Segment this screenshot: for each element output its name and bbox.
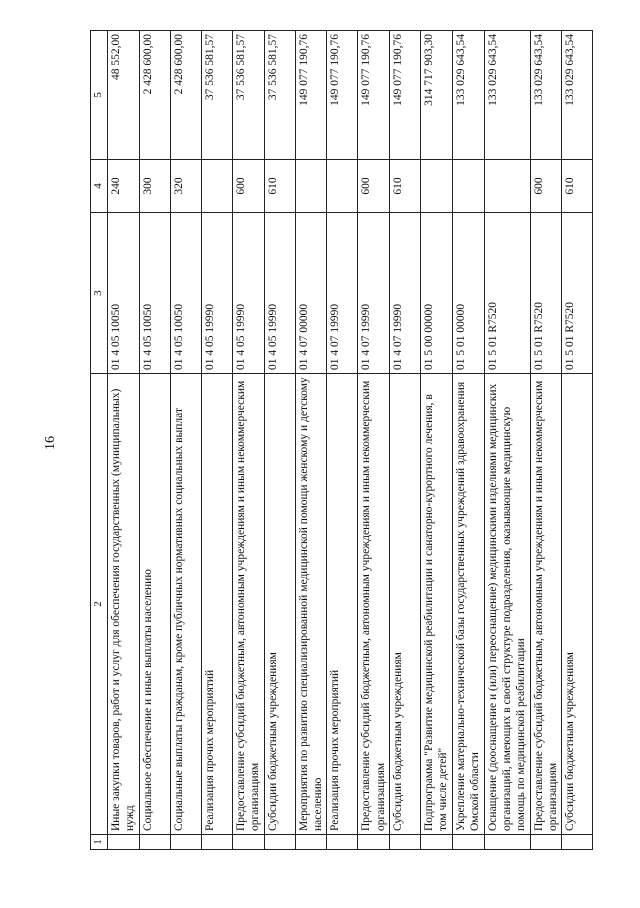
- row-name: Реализация прочих мероприятий: [327, 374, 358, 835]
- row-amount: 37 536 581,57: [264, 31, 295, 160]
- row-name: Подпрограмма "Развитие медицинской реабилитации и санаторно-курортного лечения, в том числе детей": [421, 374, 453, 835]
- table-row: [452, 31, 484, 850]
- row-name: Субсидии бюджетным учреждениям: [562, 374, 593, 835]
- row-kvr: [295, 159, 327, 213]
- header-col-5: 5: [91, 31, 108, 160]
- row-amount: 133 029 643,54: [562, 31, 593, 160]
- row-col-1: [327, 835, 358, 850]
- row-code: 01 5 01 R7520: [530, 213, 562, 374]
- row-code: 01 4 07 19990: [358, 213, 390, 374]
- row-amount: 149 077 190,76: [295, 31, 327, 160]
- row-code: 01 4 07 00000: [295, 213, 327, 374]
- header-col-1: 1: [91, 835, 108, 850]
- row-name: Реализация прочих мероприятий: [201, 374, 232, 835]
- row-kvr: [452, 159, 484, 213]
- row-kvr: [421, 159, 453, 213]
- table-row: [108, 31, 140, 850]
- row-amount: 48 552,00: [108, 31, 140, 160]
- row-amount: 133 029 643,54: [452, 31, 484, 160]
- row-code: 01 5 00 00000: [421, 213, 453, 374]
- header-row: [91, 31, 108, 850]
- header-col-2: 2: [91, 374, 108, 835]
- row-name: Мероприятия по развитию специализированной медицинской помощи женскому и детскому населению: [295, 374, 327, 835]
- row-name: Социальные выплаты гражданам, кроме публичных нормативных социальных выплат: [170, 374, 201, 835]
- row-col-1: [170, 835, 201, 850]
- row-col-1: [201, 835, 232, 850]
- row-kvr: [201, 159, 232, 213]
- row-amount: 37 536 581,57: [201, 31, 232, 160]
- row-amount: 2 428 600,00: [170, 31, 201, 160]
- row-kvr: 600: [358, 159, 390, 213]
- table-row: [530, 31, 562, 850]
- table-row: [484, 31, 530, 850]
- row-amount: 37 536 581,57: [232, 31, 264, 160]
- row-name: Иные закупки товаров, работ и услуг для обеспечения государственных (муниципальных) нужд: [108, 374, 140, 835]
- row-code: 01 5 01 R7520: [562, 213, 593, 374]
- row-kvr: 600: [530, 159, 562, 213]
- row-amount: 133 029 643,54: [530, 31, 562, 160]
- row-col-1: [108, 835, 140, 850]
- row-name: Предоставление субсидий бюджетным, автономным учреждениям и иным некоммерческим организациям: [358, 374, 390, 835]
- row-code: 01 4 05 19990: [232, 213, 264, 374]
- row-col-1: [139, 835, 170, 850]
- row-code: 01 4 05 10050: [139, 213, 170, 374]
- row-col-1: [452, 835, 484, 850]
- row-code: 01 4 07 19990: [390, 213, 421, 374]
- row-name: Укрепление материально-технической базы государственных учреждений здравоохранения Омской области: [452, 374, 484, 835]
- table-row: [170, 31, 201, 850]
- table-row: [562, 31, 593, 850]
- row-code: 01 4 05 19990: [264, 213, 295, 374]
- row-kvr: 320: [170, 159, 201, 213]
- row-kvr: [327, 159, 358, 213]
- row-code: 01 4 05 10050: [108, 213, 140, 374]
- row-col-1: [421, 835, 453, 850]
- row-kvr: 240: [108, 159, 140, 213]
- row-code: 01 4 05 19990: [201, 213, 232, 374]
- row-kvr: 610: [390, 159, 421, 213]
- row-amount: 149 077 190,76: [390, 31, 421, 160]
- row-col-1: [390, 835, 421, 850]
- table-row: [327, 31, 358, 850]
- table-body: [108, 31, 593, 850]
- table-row: [139, 31, 170, 850]
- row-name: Субсидии бюджетным учреждениям: [264, 374, 295, 835]
- row-amount: 133 029 643,54: [484, 31, 530, 160]
- row-code: 01 4 07 19990: [327, 213, 358, 374]
- table-row: [264, 31, 295, 850]
- row-amount: 314 717 903,30: [421, 31, 453, 160]
- table-row: [295, 31, 327, 850]
- row-kvr: 610: [562, 159, 593, 213]
- row-col-1: [295, 835, 327, 850]
- row-amount: 2 428 600,00: [139, 31, 170, 160]
- row-code: 01 5 01 R7520: [484, 213, 530, 374]
- table-row: [421, 31, 453, 850]
- row-col-1: [358, 835, 390, 850]
- row-col-1: [232, 835, 264, 850]
- row-name: Предоставление субсидий бюджетным, автономным учреждениям и иным некоммерческим организациям: [232, 374, 264, 835]
- header-col-3: 3: [91, 213, 108, 374]
- row-kvr: 300: [139, 159, 170, 213]
- budget-table-rotated: [90, 30, 610, 850]
- row-name: Социальное обеспечение и иные выплаты населению: [139, 374, 170, 835]
- row-kvr: [484, 159, 530, 213]
- budget-table: [90, 30, 593, 850]
- table-row: [390, 31, 421, 850]
- row-col-1: [562, 835, 593, 850]
- row-amount: 149 077 190,76: [327, 31, 358, 160]
- table-row: [232, 31, 264, 850]
- row-name: Субсидии бюджетным учреждениям: [390, 374, 421, 835]
- row-col-1: [484, 835, 530, 850]
- row-kvr: 610: [264, 159, 295, 213]
- table-row: [201, 31, 232, 850]
- row-code: 01 4 05 10050: [170, 213, 201, 374]
- row-col-1: [264, 835, 295, 850]
- row-code: 01 5 01 00000: [452, 213, 484, 374]
- row-name: Оснащение (дооснащение и (или) переоснащение) медицинскими изделиями медицинских организаций, имеющих в своей структуре подразделения, оказывающие медицинскую помощь по медицинской реабилитации: [484, 374, 530, 835]
- row-kvr: 600: [232, 159, 264, 213]
- row-col-1: [530, 835, 562, 850]
- row-name: Предоставление субсидий бюджетным, автономным учреждениям и иным некоммерческим организациям: [530, 374, 562, 835]
- row-amount: 149 077 190,76: [358, 31, 390, 160]
- header-col-4: 4: [91, 159, 108, 213]
- table-row: [358, 31, 390, 850]
- page-number: 16: [43, 436, 58, 450]
